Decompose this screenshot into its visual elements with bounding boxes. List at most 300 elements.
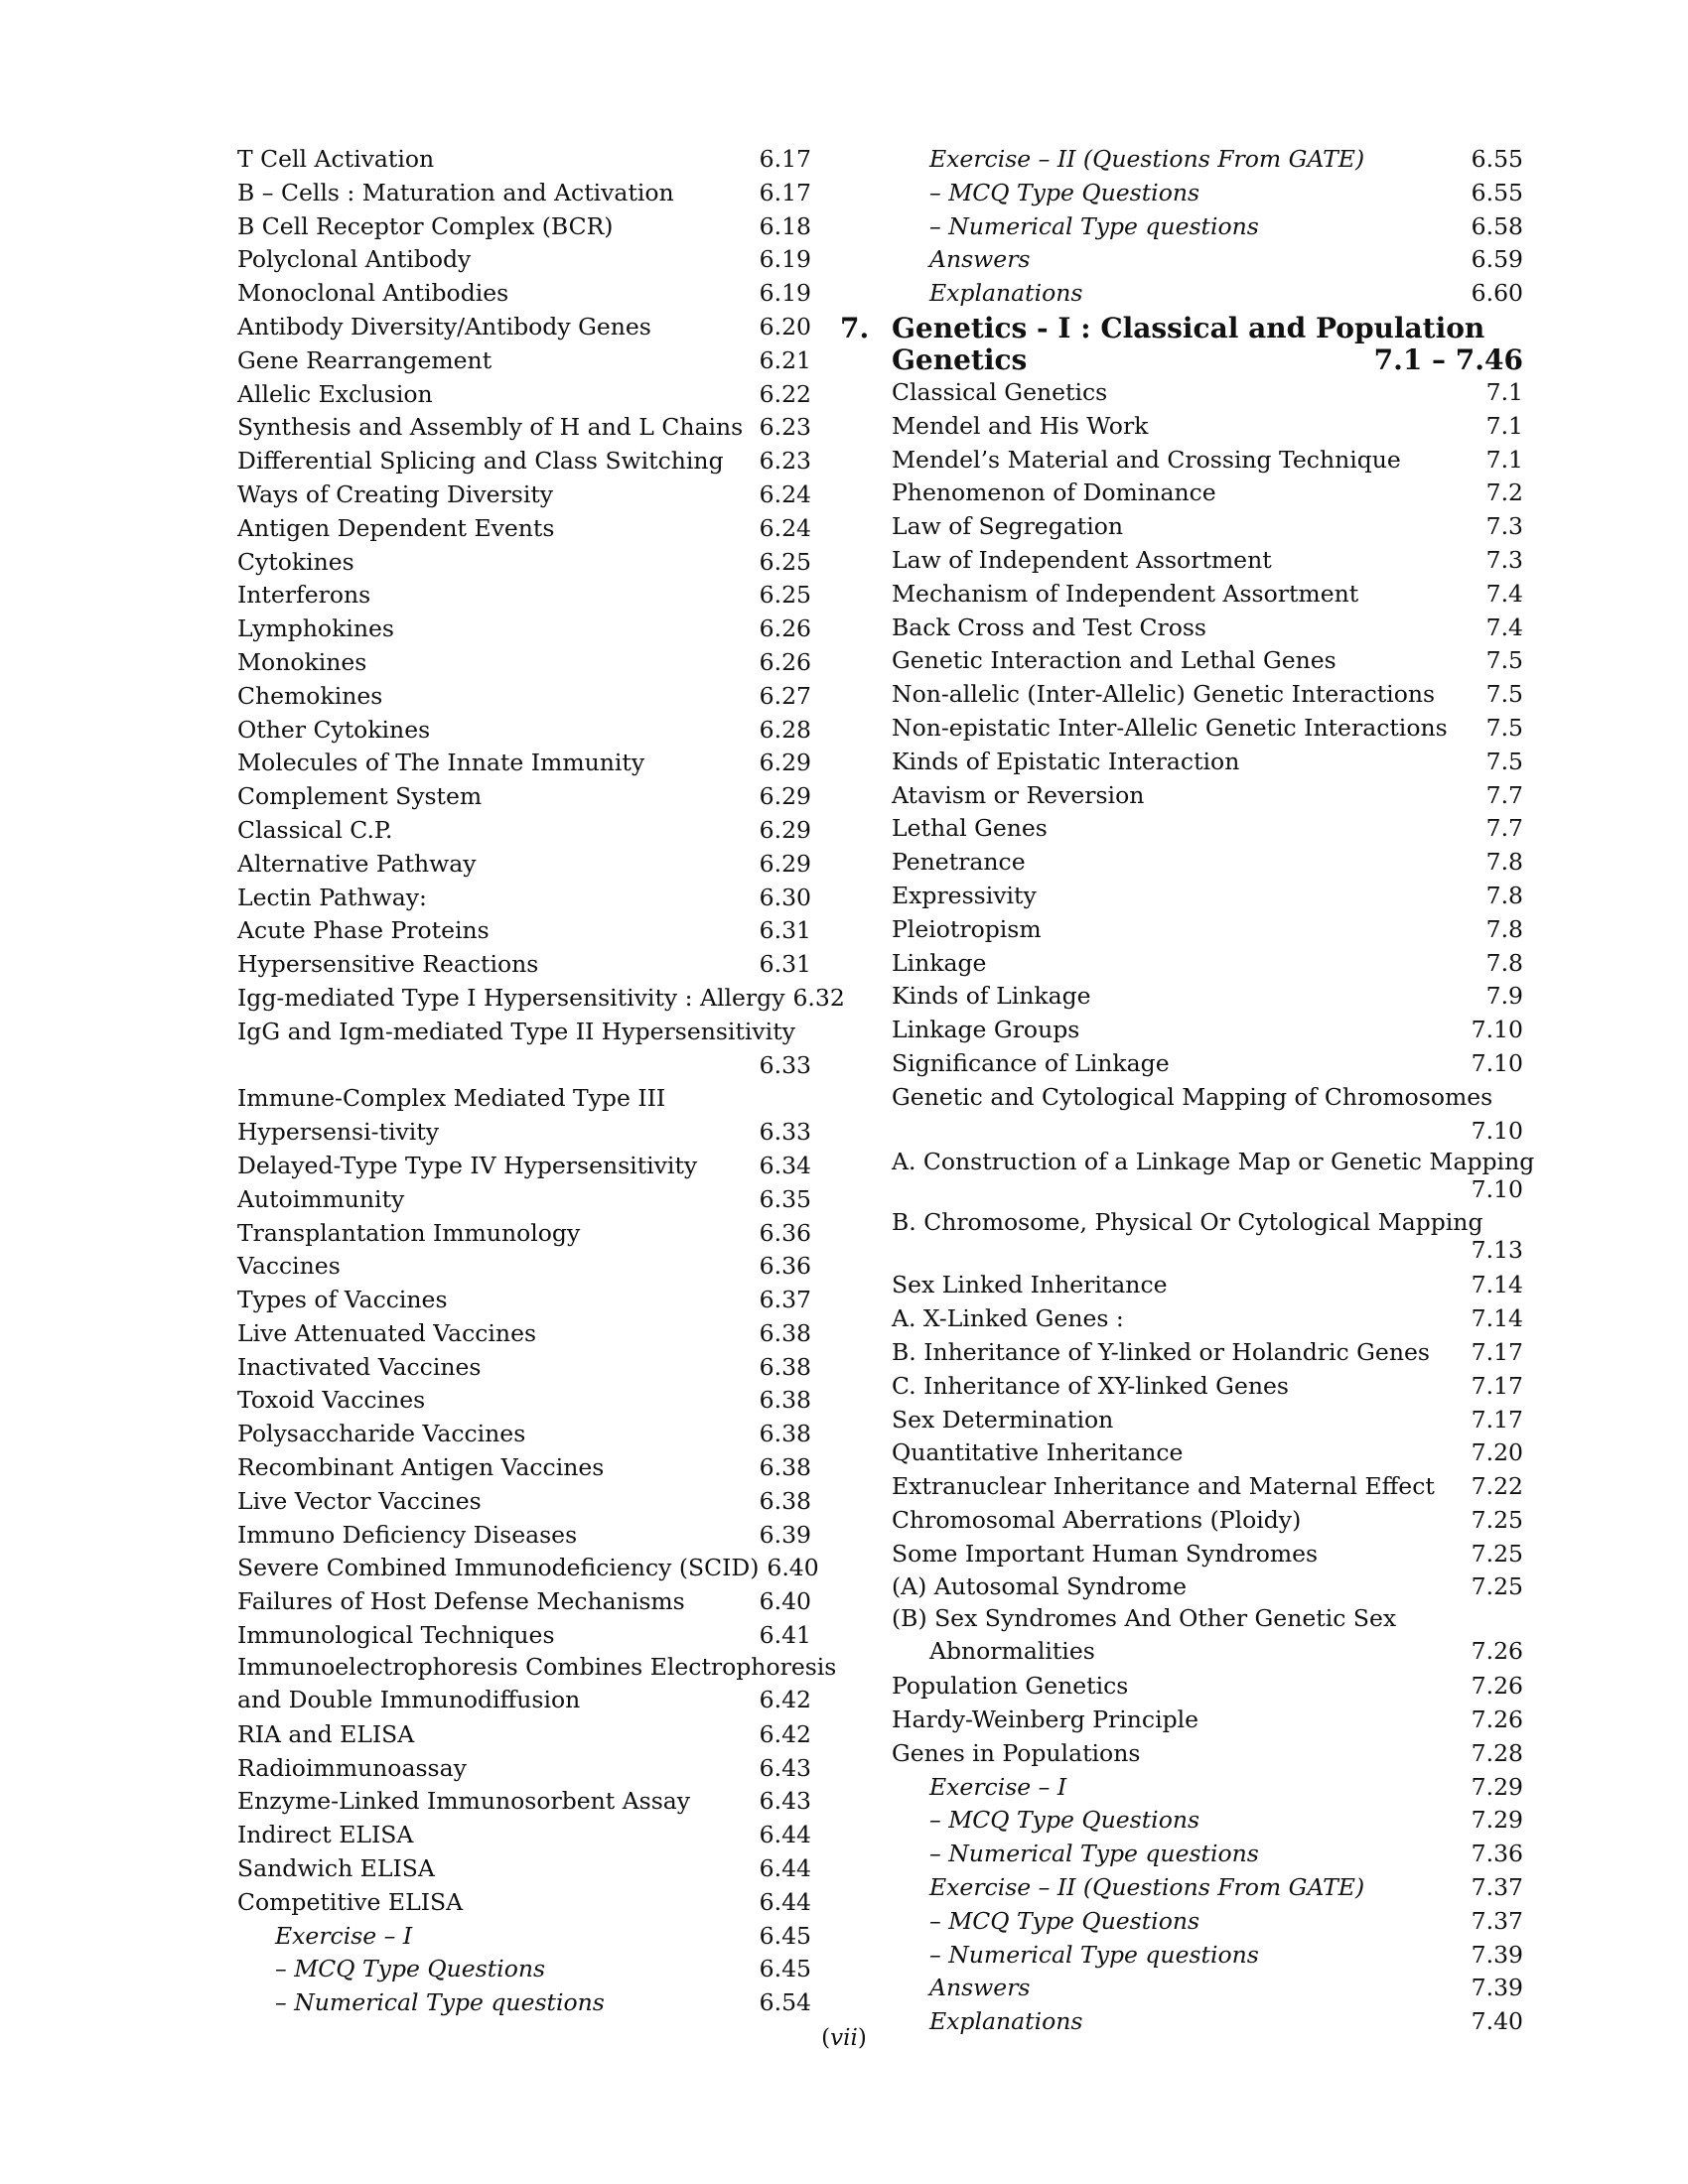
toc-entry-title: IgG and Igm-mediated Type II Hypersensitivity <box>237 1017 795 1045</box>
toc-entry-title: Sex Linked Inheritance <box>892 1271 1168 1299</box>
toc-entry-title: Recombinant Antigen Vaccines <box>237 1453 605 1482</box>
toc-entry <box>892 177 1523 210</box>
toc-entry-page: 6.59 <box>1471 245 1523 274</box>
toc-entry <box>237 1284 811 1317</box>
toc-entry-page: 6.44 <box>759 1821 811 1849</box>
toc-entry-page: 7.39 <box>1471 1974 1523 2002</box>
toc-entry-title: Autoimmunity <box>237 1184 405 1213</box>
toc-entry <box>237 646 811 680</box>
toc-entry-title: A. Construction of a Linkage Map or Genetic Mapping <box>892 1148 1535 1176</box>
toc-entry-title: Pleiotropism <box>892 914 1042 943</box>
toc-entry <box>237 1519 811 1553</box>
toc-entry-title: B – Cells : Maturation and Activation <box>237 178 674 206</box>
toc-entry-page: 7.29 <box>1471 1806 1523 1835</box>
toc-entry <box>892 746 1523 779</box>
toc-entry-title: Cytokines <box>237 547 354 576</box>
toc-entry-page: 6.40 <box>767 1554 819 1582</box>
toc-entry-title: Phenomenon of Dominance <box>892 478 1216 507</box>
toc-entry <box>237 445 811 478</box>
chapter-page-range: 7.1 – 7.46 <box>1373 342 1523 376</box>
toc-entry <box>237 177 811 210</box>
toc-entry-page: 6.38 <box>759 1318 811 1347</box>
toc-entry-page: 6.25 <box>759 547 811 576</box>
toc-entry-page: 6.33 <box>759 1050 811 1079</box>
toc-entry <box>237 478 811 512</box>
toc-entry <box>237 1116 811 1150</box>
toc-entry-title: Chromosomal Aberrations (Ploidy) <box>892 1505 1302 1534</box>
toc-entry-page: 7.4 <box>1485 579 1523 608</box>
toc-entry-title: Explanations <box>929 2007 1083 2036</box>
toc-entry-title: Hardy-Weinberg Principle <box>892 1706 1199 1734</box>
toc-entry <box>237 882 811 915</box>
toc-entry-title: B. Inheritance of Y-linked or Holandric Genes <box>892 1337 1430 1366</box>
toc-entry <box>237 1652 837 1686</box>
toc-entry <box>892 1081 1523 1149</box>
toc-entry-title: Competitive ELISA <box>237 1887 464 1916</box>
toc-entry-title: – Numerical Type questions <box>929 1840 1259 1868</box>
toc-entry-title: Exercise – I <box>275 1921 413 1950</box>
toc-entry-page: 6.19 <box>759 245 811 274</box>
toc-entry <box>892 1148 1535 1208</box>
toc-entry <box>892 1871 1523 1905</box>
toc-entry-title: Antigen Dependent Events <box>237 513 555 542</box>
toc-entry-title: Polyclonal Antibody <box>237 245 472 274</box>
toc-entry <box>892 644 1523 678</box>
toc-entry <box>237 1418 811 1451</box>
toc-entry-page: 6.35 <box>759 1184 811 1213</box>
toc-entry-title: Other Cytokines <box>237 715 431 744</box>
toc-entry <box>237 1986 811 2020</box>
toc-entry-page: 6.37 <box>759 1286 811 1314</box>
toc-entry-title: Mechanism of Independent Assortment <box>892 579 1359 608</box>
toc-entry-title: Polysaccharide Vaccines <box>237 1420 526 1448</box>
toc-entry-page: 6.30 <box>759 883 811 911</box>
toc-entry <box>237 512 811 546</box>
toc-entry-title: B Cell Receptor Complex (BCR) <box>237 211 614 240</box>
toc-entry-title: – MCQ Type Questions <box>929 1806 1200 1835</box>
toc-entry-page: 6.43 <box>759 1753 811 1782</box>
toc-entry-page: 6.29 <box>759 849 811 878</box>
toc-entry-title: Immunoelectrophoresis Combines Electrophoresis <box>237 1652 837 1681</box>
toc-entry <box>237 1351 811 1385</box>
toc-entry-title: Delayed-Type Type IV Hypersensitivity <box>237 1151 698 1179</box>
toc-entry <box>237 613 811 646</box>
toc-entry <box>892 947 1523 981</box>
toc-left-column <box>237 143 845 2020</box>
toc-entry-title: Differential Splicing and Class Switching <box>237 447 724 476</box>
toc-entry-page: 7.25 <box>1471 1505 1523 1534</box>
toc-entry-page: 7.10 <box>1471 1048 1523 1077</box>
toc-entry <box>892 1704 1523 1737</box>
toc-entry-title: Igg-mediated Type I Hypersensitivity : Allergy <box>237 983 785 1012</box>
toc-entry <box>237 1150 811 1183</box>
toc-entry-title: Hypersensi-tivity <box>237 1118 440 1147</box>
toc-entry-title: Ways of Creating Diversity <box>237 479 554 508</box>
toc-entry-page: 6.44 <box>759 1854 811 1883</box>
toc-entry-title: Complement System <box>237 782 483 811</box>
toc-entry <box>892 1436 1523 1470</box>
toc-entry-page: 7.25 <box>1471 1572 1523 1601</box>
toc-entry <box>892 880 1523 913</box>
toc-entry <box>892 1637 1523 1670</box>
toc-entry <box>892 1302 1523 1336</box>
toc-entry <box>892 1269 1523 1302</box>
toc-entry-title: Vaccines <box>237 1252 341 1281</box>
toc-entry <box>892 1047 1523 1081</box>
toc-entry-page: 7.2 <box>1485 478 1523 507</box>
toc-entry-page: 7.26 <box>1471 1706 1523 1734</box>
toc-entry <box>892 779 1523 813</box>
toc-entry-title: Genetic Interaction and Lethal Genes <box>892 646 1336 675</box>
toc-entry-page: 6.28 <box>759 715 811 744</box>
toc-entry <box>892 612 1523 645</box>
toc-entry-title: Lymphokines <box>237 614 394 643</box>
toc-entry-page: 7.36 <box>1471 1840 1523 1868</box>
toc-entry-page: 7.13 <box>1471 1236 1523 1265</box>
toc-entry <box>237 714 811 748</box>
toc-entry-page: 6.31 <box>759 950 811 979</box>
toc-entry-page: 7.25 <box>1471 1539 1523 1568</box>
toc-entry <box>892 980 1523 1014</box>
toc-entry-page: 6.24 <box>759 479 811 508</box>
toc-entry <box>237 1451 811 1485</box>
toc-entry <box>237 1317 811 1351</box>
toc-entry-title: Enzyme-Linked Immunosorbent Assay <box>237 1787 691 1816</box>
toc-entry-page: 6.40 <box>759 1587 811 1616</box>
toc-entry-page: 6.29 <box>759 749 811 777</box>
toc-entry-title: Immunological Techniques <box>237 1621 555 1650</box>
toc-entry-title: Sex Determination <box>892 1405 1114 1433</box>
toc-entry-title: Exercise – II (Questions From GATE) <box>929 145 1365 173</box>
toc-entry-title: Mendel’s Material and Crossing Technique <box>892 445 1401 474</box>
toc-entry <box>892 510 1523 544</box>
toc-entry-title: Mendel and His Work <box>892 411 1149 440</box>
toc-entry-title: Hypersensitive Reactions <box>237 950 539 979</box>
toc-entry <box>892 210 1523 244</box>
toc-entry <box>237 1619 811 1653</box>
toc-entry-title: – Numerical Type questions <box>275 1988 605 2017</box>
toc-entry <box>237 1217 811 1251</box>
toc-entry <box>237 1819 811 1852</box>
toc-entry-title: Kinds of Epistatic Interaction <box>892 747 1240 775</box>
toc-entry-page: 6.21 <box>759 345 811 374</box>
toc-entry-page: 6.60 <box>1471 279 1523 308</box>
toc-entry-page: 7.9 <box>1485 982 1523 1011</box>
toc-entry-title: Population Genetics <box>892 1672 1129 1701</box>
toc-entry-title: – MCQ Type Questions <box>929 1906 1200 1935</box>
toc-right-entries <box>892 376 1535 2039</box>
toc-entry <box>237 780 811 814</box>
toc-entry-title: Molecules of The Innate Immunity <box>237 749 645 777</box>
toc-entry-page: 6.32 <box>792 983 845 1012</box>
toc-entry-title: Gene Rearrangement <box>237 345 492 374</box>
toc-entry <box>892 1208 1523 1269</box>
toc-entry <box>892 243 1523 277</box>
toc-entry-page: 6.18 <box>759 211 811 240</box>
toc-entry <box>892 1905 1523 1939</box>
toc-entry-page: 6.23 <box>759 413 811 442</box>
toc-entry-page: 6.29 <box>759 782 811 811</box>
toc-entry-page: 6.17 <box>759 145 811 173</box>
toc-entry-page: 6.58 <box>1471 211 1523 240</box>
toc-entry-title: Lectin Pathway: <box>237 883 427 911</box>
toc-entry <box>237 680 811 714</box>
toc-entry-title: Types of Vaccines <box>237 1286 448 1314</box>
toc-entry <box>892 712 1523 746</box>
toc-entry <box>237 411 811 445</box>
toc-entry <box>237 277 811 311</box>
toc-entry-page: 7.5 <box>1485 646 1523 675</box>
toc-entry <box>237 1852 811 1886</box>
toc-entry-page: 7.7 <box>1485 780 1523 809</box>
toc-entry-title: Live Attenuated Vaccines <box>237 1318 537 1347</box>
toc-entry <box>892 1604 1523 1637</box>
toc-entry-page: 6.45 <box>759 1921 811 1950</box>
toc-entry-title: Exercise – I <box>929 1772 1067 1801</box>
toc-entry-title: A. X-Linked Genes : <box>892 1304 1124 1333</box>
toc-entry-title: Abnormalities <box>929 1637 1095 1666</box>
toc-entry-page: 7.20 <box>1471 1438 1523 1467</box>
toc-entry-title: Failures of Host Defense Mechanisms <box>237 1587 685 1616</box>
toc-entry <box>892 1470 1523 1504</box>
toc-entry-title: B. Chromosome, Physical Or Cytological Mapping <box>892 1208 1483 1237</box>
toc-entry-title: Genes in Populations <box>892 1738 1141 1767</box>
toc-entry-title: Monoclonal Antibodies <box>237 279 509 308</box>
toc-entry-title: Chemokines <box>237 681 383 710</box>
toc-entry <box>892 376 1523 410</box>
toc-entry-page: 7.37 <box>1471 1906 1523 1935</box>
toc-entry-page: 6.19 <box>759 279 811 308</box>
toc-entry-title: Linkage <box>892 948 987 977</box>
toc-entry-title: Extranuclear Inheritance and Maternal Effect <box>892 1472 1435 1501</box>
toc-entry-page: 7.17 <box>1471 1337 1523 1366</box>
toc-entry <box>892 1404 1523 1437</box>
toc-entry <box>892 578 1523 612</box>
toc-entry-page: 7.3 <box>1485 512 1523 541</box>
toc-entry-page: 6.26 <box>759 647 811 676</box>
toc-entry-title: Atavism or Reversion <box>892 780 1145 809</box>
toc-entry <box>237 747 811 780</box>
toc-entry-page: 6.41 <box>759 1621 811 1650</box>
toc-entry <box>892 913 1523 947</box>
toc-entry-page: 6.20 <box>759 312 811 341</box>
toc-entry-title: Classical C.P. <box>237 815 393 844</box>
toc-entry-title: Genetic and Cytological Mapping of Chromosomes <box>892 1082 1493 1111</box>
toc-entry <box>892 277 1523 311</box>
toc-entry-page: 6.33 <box>759 1118 811 1147</box>
toc-entry <box>892 1538 1523 1571</box>
toc-entry <box>237 914 811 948</box>
toc-entry-title: Answers <box>929 245 1031 274</box>
toc-entry-title: (A) Autosomal Syndrome <box>892 1572 1188 1601</box>
toc-entry-title: Indirect ELISA <box>237 1821 414 1849</box>
toc-entry <box>892 544 1523 578</box>
toc-entry-title: Interferons <box>237 581 371 610</box>
toc-entry <box>237 1752 811 1786</box>
toc-entry-page: 6.38 <box>759 1352 811 1381</box>
toc-entry-page: 6.38 <box>759 1486 811 1515</box>
toc-entry-page: 7.1 <box>1485 377 1523 406</box>
toc-entry-page: 6.24 <box>759 513 811 542</box>
toc-entry-title: Monokines <box>237 647 367 676</box>
toc-entry-title: Law of Independent Assortment <box>892 545 1272 574</box>
toc-entry-page: 7.1 <box>1485 445 1523 474</box>
toc-entry <box>237 579 811 613</box>
toc-right-continuation <box>892 143 1523 311</box>
toc-entry-title: Some Important Human Syndromes <box>892 1539 1319 1568</box>
toc-entry <box>237 546 811 580</box>
toc-entry-page: 7.17 <box>1471 1371 1523 1400</box>
toc-entry-title: and Double Immunodiffusion <box>237 1685 581 1713</box>
toc-entry <box>237 982 845 1016</box>
toc-entry-page: 7.28 <box>1471 1738 1523 1767</box>
toc-entry <box>237 1250 811 1284</box>
toc-entry-page: 6.25 <box>759 581 811 610</box>
toc-entry <box>237 1485 811 1519</box>
toc-entry-page: 6.36 <box>759 1218 811 1247</box>
toc-entry-page: 7.14 <box>1471 1271 1523 1299</box>
toc-entry-title: Acute Phase Proteins <box>237 916 490 945</box>
toc-entry <box>892 1370 1523 1404</box>
toc-entry-page: 6.42 <box>759 1719 811 1748</box>
toc-entry <box>892 1972 1523 2005</box>
toc-entry-page: 7.10 <box>1471 1116 1523 1145</box>
toc-entry-page: 7.26 <box>1471 1672 1523 1701</box>
toc-entry-title: Live Vector Vaccines <box>237 1486 482 1515</box>
toc-entry-page: 6.38 <box>759 1453 811 1482</box>
folio-number: vii <box>830 2025 858 2051</box>
toc-entry <box>237 1384 811 1418</box>
toc-entry-title: Expressivity <box>892 881 1037 909</box>
toc-entry-title: Immuno Deficiency Diseases <box>237 1520 578 1549</box>
toc-entry-title: – MCQ Type Questions <box>929 178 1200 206</box>
chapter-title-line2: Genetics <box>892 342 1028 376</box>
toc-entry <box>237 344 811 378</box>
toc-entry <box>892 1670 1523 1704</box>
toc-entry <box>892 1570 1523 1604</box>
toc-entry-title: Penetrance <box>892 848 1026 877</box>
toc-entry-title: Radioimmunoassay <box>237 1753 467 1782</box>
toc-entry-page: 6.44 <box>759 1887 811 1916</box>
toc-entry <box>892 1014 1523 1047</box>
toc-entry <box>892 143 1523 177</box>
toc-entry <box>237 143 811 177</box>
toc-entry-title: C. Inheritance of XY-linked Genes <box>892 1371 1289 1400</box>
toc-entry-page: 6.39 <box>759 1520 811 1549</box>
toc-entry-page: 7.3 <box>1485 545 1523 574</box>
toc-entry <box>892 1804 1523 1838</box>
toc-entry-page: 7.5 <box>1485 713 1523 742</box>
toc-entry-title: Exercise – II (Questions From GATE) <box>929 1873 1365 1902</box>
toc-entry-title: Alternative Pathway <box>237 849 477 878</box>
toc-entry-title: Quantitative Inheritance <box>892 1438 1184 1467</box>
toc-entry <box>892 1504 1523 1538</box>
toc-entry-page: 7.4 <box>1485 613 1523 641</box>
toc-entry-page: 6.45 <box>759 1955 811 1983</box>
toc-entry-page: 7.5 <box>1485 747 1523 775</box>
toc-entry-page: 7.29 <box>1471 1772 1523 1801</box>
toc-entry-page: 7.37 <box>1471 1873 1523 1902</box>
toc-entry-title: Allelic Exclusion <box>237 379 433 408</box>
toc-entry-page: 7.1 <box>1485 411 1523 440</box>
toc-entry-page: 7.40 <box>1471 2007 1523 2036</box>
toc-entry <box>237 243 811 277</box>
toc-entry-title: – MCQ Type Questions <box>275 1955 546 1983</box>
toc-entry-title: RIA and ELISA <box>237 1719 415 1748</box>
toc-entry-page: 7.10 <box>1471 1016 1523 1044</box>
toc-entry-title: Significance of Linkage <box>892 1048 1170 1077</box>
toc-entry-page: 7.7 <box>1485 814 1523 843</box>
toc-entry-title: Law of Segregation <box>892 512 1124 541</box>
toc-entry <box>237 848 811 882</box>
toc-entry <box>237 1785 811 1819</box>
toc-entry-page: 6.55 <box>1471 178 1523 206</box>
chapter-title-line1: Genetics - I : Classical and Population <box>892 311 1485 344</box>
toc-entry-title: Non-allelic (Inter-Allelic) Genetic Interactions <box>892 680 1436 709</box>
toc-entry-title: Synthesis and Assembly of H and L Chains <box>237 413 744 442</box>
toc-entry-title: Inactivated Vaccines <box>237 1352 482 1381</box>
toc-entry-page: 6.43 <box>759 1787 811 1816</box>
toc-entry-title: Lethal Genes <box>892 814 1048 843</box>
toc-entry-title: Sandwich ELISA <box>237 1854 435 1883</box>
toc-entry <box>892 846 1523 880</box>
toc-entry <box>892 678 1523 712</box>
toc-entry <box>237 378 811 412</box>
toc-entry-page: 6.23 <box>759 447 811 476</box>
toc-entry-title: – Numerical Type questions <box>929 211 1259 240</box>
toc-entry-page: 7.8 <box>1485 881 1523 909</box>
toc-entry <box>237 814 811 848</box>
toc-entry-title: Antibody Diversity/Antibody Genes <box>237 312 651 341</box>
toc-entry <box>237 1552 819 1585</box>
toc-entry <box>892 812 1523 846</box>
toc-entry-page: 6.36 <box>759 1252 811 1281</box>
toc-entry-page: 6.31 <box>759 916 811 945</box>
toc-entry-page: 7.5 <box>1485 680 1523 709</box>
page-folio: (vii) <box>821 2025 867 2051</box>
toc-entry-page: 6.38 <box>759 1420 811 1448</box>
toc-entry-page: 7.10 <box>1471 1175 1523 1204</box>
toc-entry <box>892 1737 1523 1771</box>
toc-entry-page: 7.8 <box>1485 914 1523 943</box>
toc-entry-title: Transplantation Immunology <box>237 1218 581 1247</box>
toc-entry <box>237 1920 811 1954</box>
toc-entry-title: Back Cross and Test Cross <box>892 613 1206 641</box>
toc-entry <box>237 1953 811 1986</box>
toc-entry <box>237 1082 811 1116</box>
toc-entry-title: Kinds of Linkage <box>892 982 1091 1011</box>
toc-entry-page: 7.26 <box>1471 1637 1523 1666</box>
toc-entry <box>237 1686 811 1718</box>
toc-entry-title: T Cell Activation <box>237 145 435 173</box>
toc-entry <box>237 1886 811 1920</box>
toc-entry-page: 6.34 <box>759 1151 811 1179</box>
toc-entry-page: 6.38 <box>759 1386 811 1415</box>
toc-entry <box>237 1016 811 1083</box>
toc-entry-page: 6.22 <box>759 379 811 408</box>
toc-entry <box>237 210 811 244</box>
toc-entry-title: (B) Sex Syndromes And Other Genetic Sex <box>892 1604 1397 1633</box>
toc-entry-page: 6.26 <box>759 614 811 643</box>
toc-right-column <box>840 143 1535 2039</box>
toc-entry-title: Toxoid Vaccines <box>237 1386 426 1415</box>
chapter-number: 7. <box>840 311 870 344</box>
toc-entry <box>892 444 1523 478</box>
toc-entry <box>237 311 811 344</box>
toc-entry-title: Answers <box>929 1974 1031 2002</box>
toc-entry <box>237 1718 811 1752</box>
toc-entry-title: – Numerical Type questions <box>929 1940 1259 1969</box>
